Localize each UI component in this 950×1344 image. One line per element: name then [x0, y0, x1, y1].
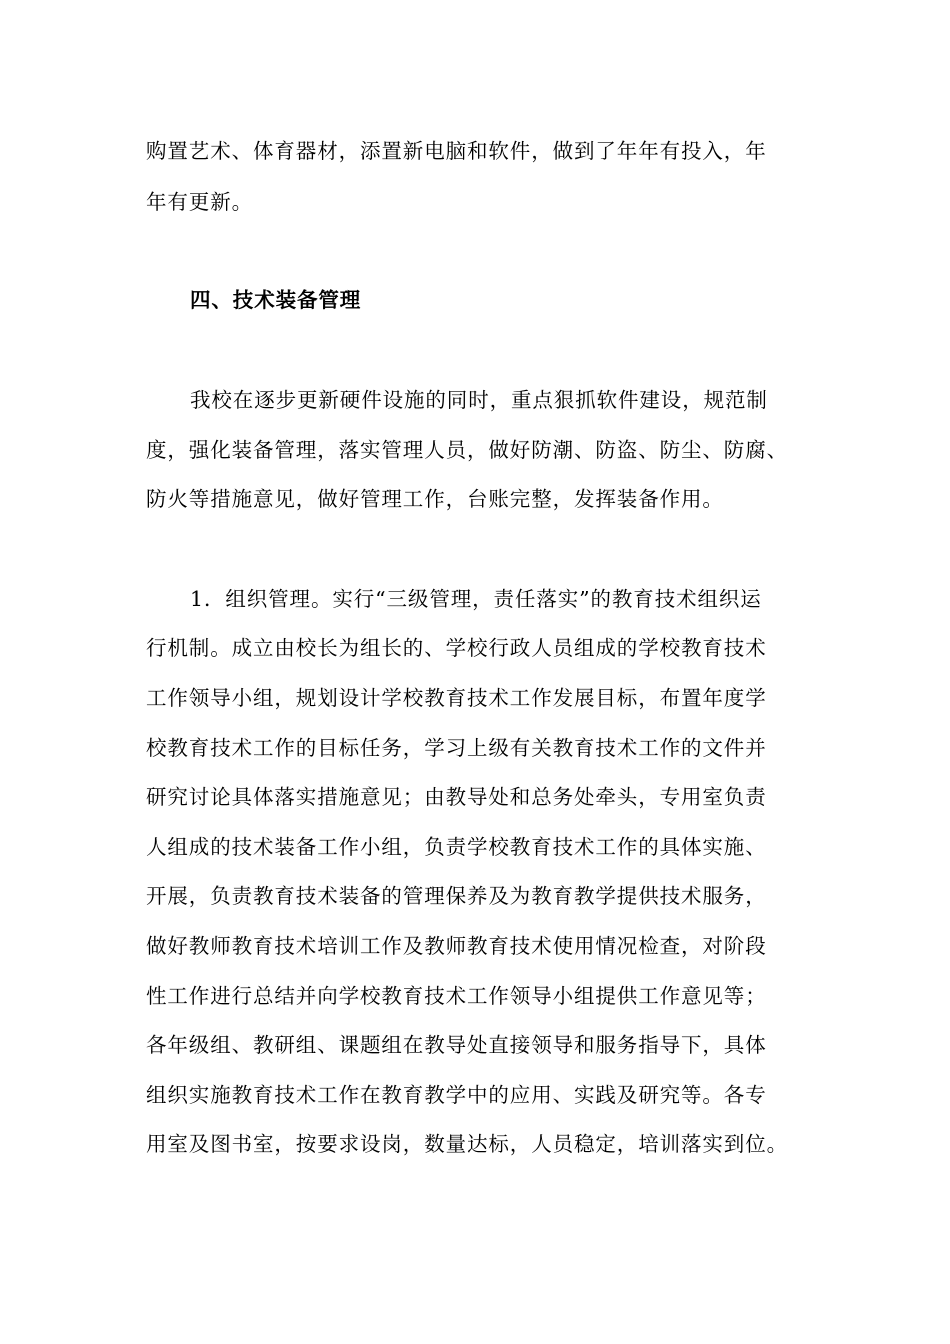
text-line: 年有更新。 — [146, 190, 253, 214]
text-line: 各年级组、教研组、课题组在教导处直接领导和服务指导下，具体 — [146, 1033, 767, 1057]
text-line: 防火等措施意见，做好管理工作，台账完整，发挥装备作用。 — [146, 487, 724, 511]
text-line: 1．组织管理。实行“三级管理，责任落实”的教育技术组织运 — [190, 587, 762, 611]
text-line: 行机制。成立由校长为组长的、学校行政人员组成的学校教育技术 — [146, 636, 767, 660]
text-line: 购置艺术、体育器材，添置新电脑和软件，做到了年年有投入，年 — [146, 139, 767, 163]
section-heading: 四、技术装备管理 — [190, 288, 362, 312]
text-line: 做好教师教育技术培训工作及教师教育技术使用情况检查，对阶段 — [146, 934, 767, 958]
text-line: 人组成的技术装备工作小组，负责学校教育技术工作的具体实施、 — [146, 835, 767, 859]
text-line: 性工作进行总结并向学校教育技术工作领导小组提供工作意见等； — [146, 984, 767, 1008]
text-line: 工作领导小组，规划设计学校教育技术工作发展目标，布置年度学 — [146, 686, 767, 710]
text-line: 研究讨论具体落实措施意见；由教导处和总务处牵头，专用室负责 — [146, 785, 767, 809]
text-line: 校教育技术工作的目标任务，学习上级有关教育技术工作的文件并 — [146, 736, 767, 760]
text-line: 组织实施教育技术工作在教育教学中的应用、实践及研究等。各专 — [146, 1083, 767, 1107]
text-line: 度，强化装备管理，落实管理人员，做好防潮、防盗、防尘、防腐、 — [146, 438, 788, 462]
text-line: 我校在逐步更新硬件设施的同时，重点狠抓软件建设，规范制 — [190, 388, 768, 412]
text-line: 用室及图书室，按要求设岗，数量达标，人员稳定，培训落实到位。 — [146, 1132, 788, 1156]
text-line: 开展，负责教育技术装备的管理保养及为教育教学提供技术服务， — [146, 884, 767, 908]
